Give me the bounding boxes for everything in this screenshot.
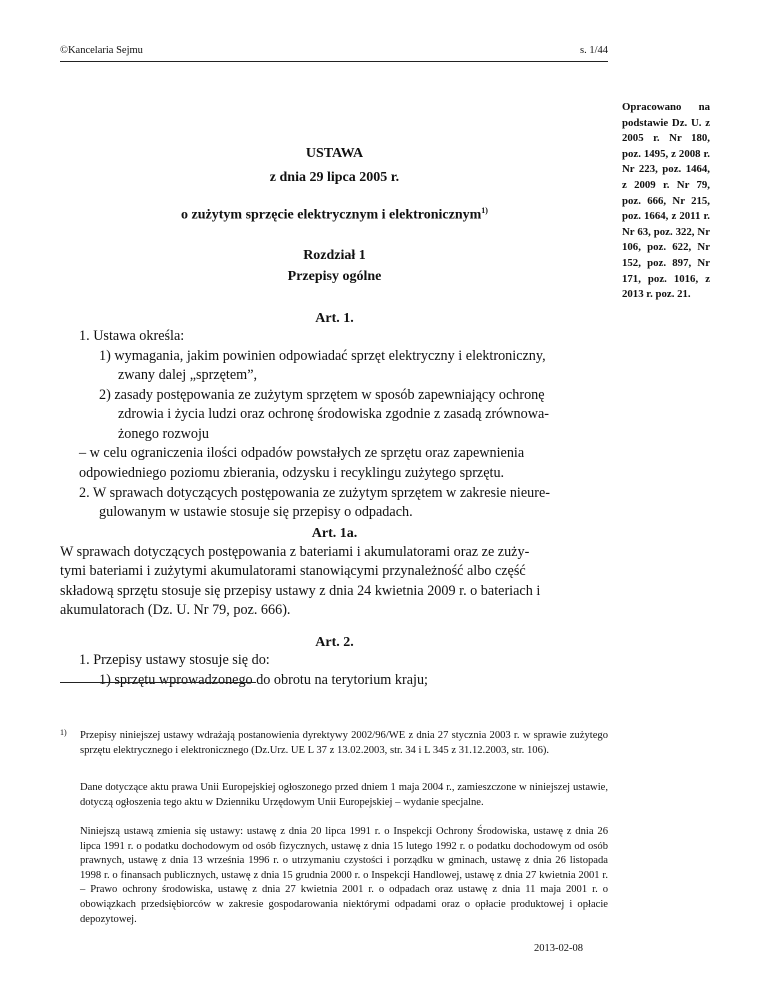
art1-para2-line1: 2. W sprawach dotyczących postępowania ze zużytym sprzętem w zakresie nieure-	[79, 485, 551, 501]
art1-dash-line2: odpowiedniego poziomu zbierania, odzysku i recyklingu zużytego sprzętu.	[79, 465, 505, 481]
page-number: s. 1/44	[579, 45, 608, 56]
art2-heading: Art. 2.	[315, 635, 354, 650]
source-note: Opracowano na podstawie Dz. U. z 2005 r. Nr 180, poz. 1495, z 2008 r. Nr 223, poz. 1464, z 2009 r. Nr 79, poz. 666, Nr 215, poz. 1664, z 2011 r. Nr 63, poz. 322, Nr 106, poz. 622, Nr 152, poz. 897, Nr 171, poz. 1016, z 2013 r. poz. 21.	[622, 101, 710, 301]
act-subject-text: o zużytym sprzęcie elektrycznym i elektronicznym	[181, 207, 482, 223]
footnote-divider	[60, 682, 256, 683]
art1-item2-line1: 2) zasady postępowania ze zużytym sprzętem w sposób zapewniający ochronę	[99, 387, 545, 403]
header-publisher: ©Kancelaria Sejmu	[60, 45, 143, 56]
footnote-reference[interactable]: 1)	[481, 206, 488, 215]
footer-date: 2013-02-08	[534, 943, 583, 954]
art1-para1: 1. Ustawa określa:	[79, 328, 185, 344]
footnote-mark: 1)	[60, 728, 67, 737]
art1a-line2: tymi bateriami i zużytymi akumulatorami stanowiącymi przynależność albo część	[60, 563, 526, 579]
art1a-line1: W sprawach dotyczących postępowania z bateriami i akumulatorami oraz ze zuży-	[60, 544, 530, 560]
act-subject	[60, 206, 609, 224]
art2-para1: 1. Przepisy ustawy stosuje się do:	[79, 652, 270, 668]
art1-para2-line2: gulowanym w ustawie stosuje się przepisy o odpadach.	[99, 504, 413, 520]
art1a-line3: składową sprzętu stosuje się przepisy ustawy z dnia 24 kwietnia 2009 r. o bateriach i	[60, 583, 541, 599]
art1-item1-line1: 1) wymagania, jakim powinien odpowiadać sprzęt elektryczny i elektroniczny,	[99, 348, 546, 364]
art1-item2-line3: żonego rozwoju	[118, 426, 210, 442]
art1a-line4: akumulatorach (Dz. U. Nr 79, poz. 666).	[60, 602, 291, 618]
footnote-para2: Dane dotyczące aktu prawa Unii Europejskiej ogłoszonego przed dniem 1 maja 2004 r., zamieszczone w niniejszej ustawie, dotyczą ogłoszenia tego aktu w Dzienniku Urzędowym Unii Europejskiej – wydanie specjalne.	[80, 782, 608, 808]
chapter-number: Rozdział 1	[303, 248, 366, 263]
header-divider	[60, 61, 608, 62]
art1a-heading: Art. 1a.	[311, 526, 358, 541]
art2-item1: 1) sprzętu wprowadzonego do obrotu na terytorium kraju;	[99, 672, 428, 688]
chapter-name: Przepisy ogólne	[287, 269, 382, 284]
footnote-para1: Przepisy niniejszej ustawy wdrażają postanowienia dyrektywy 2002/96/WE z dnia 27 stycznia 2003 r. w sprawie zużytego sprzętu elektrycznego i elektronicznego (Dz.Urz. UE L 37 z 13.02.2003, str. 34 i L 345 z 31.12.2003, str. 106).	[80, 730, 608, 756]
art1-dash-line1: – w celu ograniczenia ilości odpadów powstałych ze sprzętu oraz zapewnienia	[79, 445, 525, 461]
footnote-para3: Niniejszą ustawą zmienia się ustawy: ustawę z dnia 20 lipca 1991 r. o Inspekcji Ochrony Środowiska, ustawę z dnia 26 lipca 1991 r. o podatku dochodowym od osób fizycznych, ustawę z dnia 15 lutego 1992 r. o podatku dochodowym od osób prawnych, ustawę z dnia 13 września 1996 r. o utrzymaniu czystości i porządku w gminach, ustawę z dnia 26 listopada 1998 r. o finansach publicznych, ustawę z dnia 15 grudnia 2000 r. o Inspekcji Handlowej, ustawę z dnia 27 kwietnia 2001 r. – Prawo ochrony środowiska, ustawę z dnia 27 kwietnia 2001 r. o odpadach oraz ustawę z dnia 11 maja 2001 r. o obowiązkach przedsiębiorców w zakresie gospodarowania niektórymi odpadami oraz o opłacie produktowej i opłacie depozytowej.	[80, 826, 608, 925]
act-date: z dnia 29 lipca 2005 r.	[269, 170, 400, 185]
act-type-title: USTAWA	[305, 146, 364, 161]
art1-heading: Art. 1.	[315, 311, 354, 326]
art1-item1-line2: zwany dalej „sprzętem”,	[118, 367, 258, 383]
art1-item2-line2: zdrowia i życia ludzi oraz ochronę środowiska zgodnie z zasadą zrównowa-	[118, 406, 549, 422]
